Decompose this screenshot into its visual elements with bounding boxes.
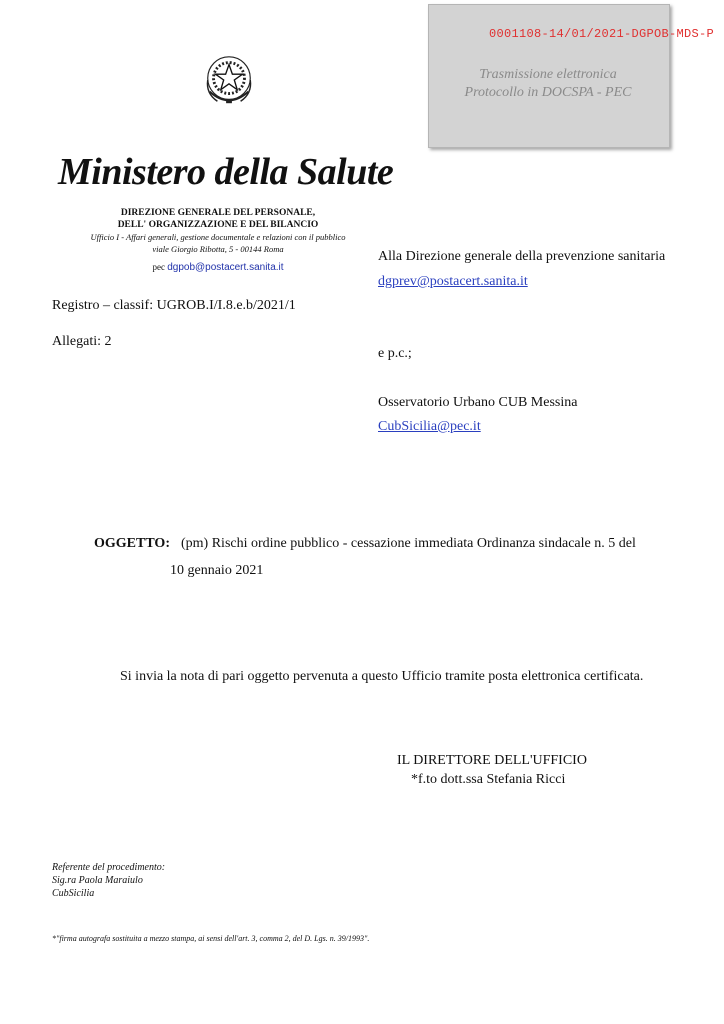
subject-line-2: 10 gennaio 2021 (170, 563, 264, 578)
recipient-email-link[interactable]: dgprev@postacert.sanita.it (378, 274, 528, 289)
protocol-stamp (428, 4, 715, 148)
signature-name: *f.to dott.ssa Stefania Ricci (411, 772, 566, 787)
referent-reference: CubSicilia (52, 888, 95, 899)
department-line-2: DELL' ORGANIZZAZIONE E DEL BILANCIO (117, 220, 319, 230)
protocol-code: 0001108-14/01/2021-DGPOB-MDS-P (489, 27, 715, 41)
referent-name: Sig.ra Paola Maraiulo (52, 875, 143, 886)
cc-label: e p.c.; (378, 346, 412, 361)
registry-classification: Registro – classif: UGROB.I/I.8.e.b/2021/1 (52, 298, 296, 313)
stamp-line-1: Trasmissione elettronica (479, 67, 617, 82)
republic-emblem-icon (200, 50, 258, 110)
office-line-1: Ufficio I - Affari generali, gestione documentale e relazioni con il pubblico (90, 232, 346, 242)
ministry-logo-text: Ministero della Salute (58, 151, 394, 193)
attachments-count: Allegati: 2 (52, 334, 112, 349)
footnote: *"firma autografa sostituita a mezzo stampa, ai sensi dell'art. 3, comma 2, del D. Lgs. n. 39/1993". (52, 934, 370, 943)
recipient-name: Alla Direzione generale della prevenzione sanitaria (378, 249, 666, 264)
department-line-1: DIREZIONE GENERALE DEL PERSONALE, (120, 208, 316, 218)
pec-email-link[interactable]: dgpob@postacert.sanita.it (167, 262, 284, 273)
subject-line-1: (pm) Rischi ordine pubblico - cessazione immediata Ordinanza sindacale n. 5 del (181, 536, 636, 551)
stamp-line-2: Protocollo in DOCSPA - PEC (464, 85, 632, 100)
subject-label: OGGETTO: (94, 536, 170, 551)
referent-label: Referente del procedimento: (52, 862, 166, 873)
signature-title: IL DIRETTORE DELL'UFFICIO (397, 753, 587, 768)
cc-recipient-email-link[interactable]: CubSicilia@pec.it (378, 419, 481, 434)
cc-recipient-name: Osservatorio Urbano CUB Messina (378, 395, 578, 410)
body-text: Si invia la nota di pari oggetto pervenuta a questo Ufficio tramite posta elettronica certificata. (120, 669, 644, 684)
pec-line (48, 262, 388, 273)
office-line-2: viale Giorgio Ribotta, 5 - 00144 Roma (152, 244, 284, 254)
pec-label: pec (152, 262, 165, 272)
